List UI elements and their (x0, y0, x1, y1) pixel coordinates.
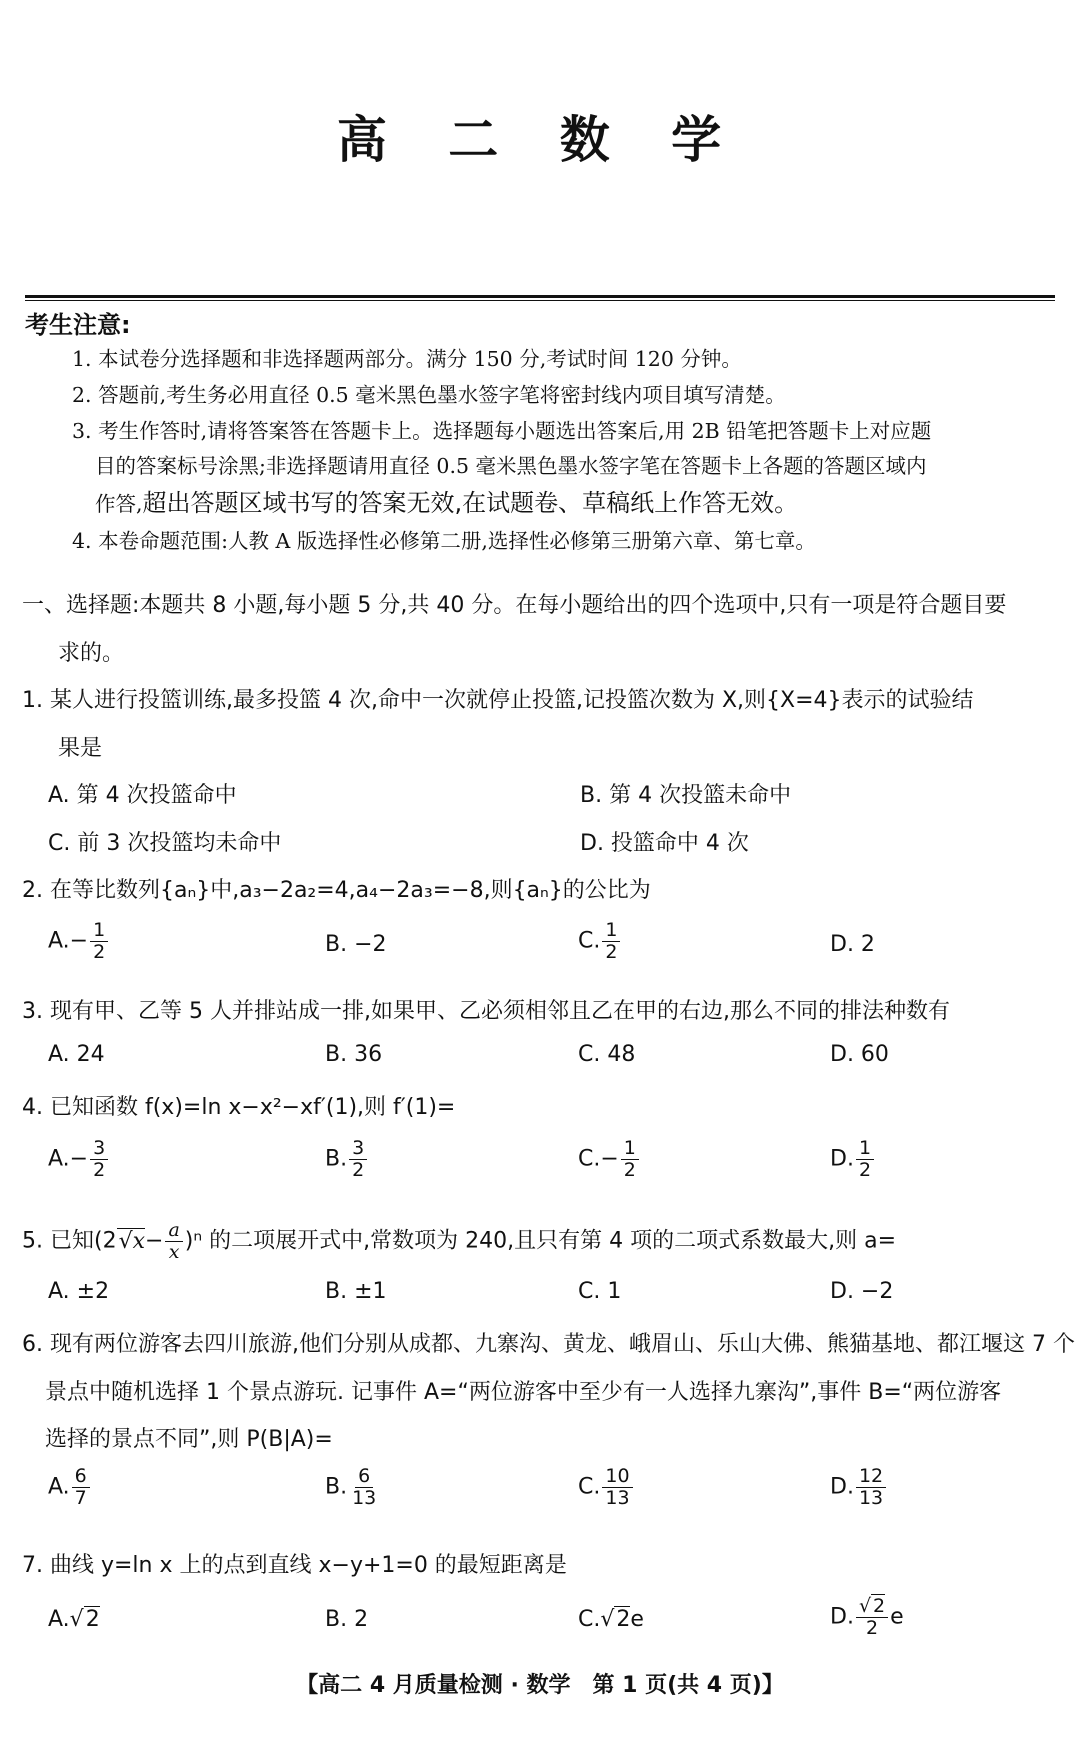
question-2: 2. 在等比数列{aₙ}中,a₃−2a₂=4,a₄−2a₃=−8,则{aₙ}的公比为 (22, 878, 651, 903)
q4-b-fraction (349, 1138, 367, 1181)
q2-a-den: 2 (93, 941, 106, 963)
q7-a-label: A. (48, 1607, 70, 1632)
q5-option-d: D. −2 (830, 1279, 894, 1304)
q7-c-e: e (630, 1607, 644, 1632)
q6-b-label: B. (325, 1474, 348, 1500)
q5-post: 的二项展开式中,常数项为 240,且只有第 4 项的二项式系数最大,则 a= (202, 1228, 897, 1254)
question-6-cont: 景点中随机选择 1 个景点游玩. 记事件 A=“两位游客中至少有一人选择九寨沟”,事件 B=“两位游客 (45, 1380, 1002, 1405)
question-5 (22, 1220, 896, 1263)
question-4: 4. 已知函数 f(x)=ln x−x²−xf′(1),则 f′(1)= (22, 1095, 456, 1120)
q4-c-sign: − (600, 1146, 619, 1172)
question-3: 3. 现有甲、乙等 5 人并排站成一排,如果甲、乙必须相邻且乙在甲的右边,那么不同的排法种数有 (22, 999, 950, 1024)
q6-d-label: D. (830, 1474, 854, 1500)
q7-c-sqrt: 2 (616, 1607, 631, 1632)
q7-d-num-sqrt: 2 (873, 1595, 886, 1617)
q4-d-den: 2 (858, 1159, 872, 1181)
q2-a-label: A. (48, 928, 70, 954)
q7-c-label: C. (578, 1607, 601, 1632)
q4-c-den: 2 (623, 1159, 636, 1181)
q2-c-den: 2 (605, 941, 618, 963)
q3-option-a: A. 24 (48, 1042, 105, 1067)
q4-b-den: 2 (352, 1159, 365, 1181)
q2-option-c (578, 920, 622, 963)
question-1: 1. 某人进行投篮训练,最多投篮 4 次,命中一次就停止投篮,记投篮次数为 X,则{X=4}表示的试验结 (22, 688, 974, 713)
notice-item-4: 4. 本卷命题范围:人教 A 版选择性必修第二册,选择性必修第三册第六章、第七章。 (72, 529, 816, 553)
q5-sqrt-arg: x (132, 1228, 146, 1254)
q2-option-d: D. 2 (830, 932, 875, 957)
question-1-cont: 果是 (58, 736, 103, 761)
q4-a-den: 2 (93, 1159, 106, 1181)
q6-b-den: 13 (352, 1487, 377, 1509)
q4-a-num: 3 (90, 1138, 108, 1160)
q4-a-fraction (90, 1138, 108, 1181)
q1-option-b: B. 第 4 次投篮未命中 (580, 783, 792, 808)
q7-option-d (830, 1596, 904, 1639)
section-heading-cont: 求的。 (58, 641, 125, 666)
q5-frac-num: a (165, 1220, 182, 1242)
q5-option-b: B. ±1 (325, 1279, 387, 1304)
q1-option-d: D. 投篮命中 4 次 (580, 831, 749, 856)
q6-option-b (325, 1466, 381, 1509)
q7-d-e: e (890, 1604, 904, 1630)
q5-minus: − (145, 1228, 164, 1254)
q7-d-den: 2 (865, 1617, 879, 1639)
q6-option-a (48, 1466, 92, 1509)
notice-item-1: 1. 本试卷分选择题和非选择题两部分。满分 150 分,考试时间 120 分钟。 (72, 347, 742, 371)
q5-sqrt: √x (118, 1228, 146, 1254)
section-heading: 一、选择题:本题共 8 小题,每小题 5 分,共 40 分。在每小题给出的四个选项中,只有一项是符合题目要 (22, 593, 1007, 618)
q7-d-fraction (856, 1596, 888, 1639)
q6-a-label: A. (48, 1474, 70, 1500)
q6-a-num: 6 (72, 1466, 90, 1488)
q7-option-c (578, 1607, 644, 1632)
header-rule-thin (25, 300, 1055, 301)
notice-item-3-end-a: 作答, (95, 492, 143, 516)
notice-item-3-end (95, 485, 798, 522)
q5-option-a: A. ±2 (48, 1279, 110, 1304)
page-title: 高 二 数 学 (336, 110, 744, 169)
q7-option-a (48, 1607, 100, 1632)
q2-option-b: B. −2 (325, 932, 387, 957)
q6-b-fraction (349, 1466, 379, 1509)
header-rule (25, 295, 1055, 298)
q7-a-sqrt: 2 (85, 1607, 100, 1632)
q6-d-den: 13 (858, 1487, 884, 1509)
q5-option-c: C. 1 (578, 1279, 622, 1304)
q4-option-c (578, 1138, 641, 1181)
q2-a-num: 1 (90, 920, 108, 942)
q4-option-a (48, 1138, 110, 1181)
q4-option-d (830, 1138, 876, 1181)
q6-b-num: 6 (355, 1466, 373, 1488)
q2-a-fraction (90, 920, 108, 963)
question-6: 6. 现有两位游客去四川旅游,他们分别从成都、九寨沟、黄龙、峨眉山、乐山大佛、熊猫基地、都江堰这 7 个 (22, 1332, 1075, 1357)
q4-c-fraction (621, 1138, 639, 1181)
q2-option-a (48, 920, 110, 963)
q3-option-c: C. 48 (578, 1042, 636, 1067)
q2-c-num: 1 (602, 920, 620, 942)
q5-fraction (165, 1220, 182, 1263)
q2-c-label: C. (578, 928, 601, 954)
q4-option-b (325, 1138, 369, 1181)
q4-c-num: 1 (621, 1138, 639, 1160)
q6-c-fraction (602, 1466, 632, 1509)
notice-heading: 考生注意: (25, 311, 131, 339)
question-7: 7. 曲线 y=ln x 上的点到直线 x−y+1=0 的最短距离是 (22, 1553, 567, 1578)
q4-a-label: A. (48, 1146, 70, 1172)
q4-d-fraction (856, 1138, 874, 1181)
q6-a-fraction (72, 1466, 90, 1509)
notice-item-3: 3. 考生作答时,请将答案答在答题卡上。选择题每小题选出答案后,用 2B 铅笔把答题卡上对应题 (72, 419, 932, 443)
q4-c-label: C. (578, 1146, 601, 1172)
q6-d-num: 12 (856, 1466, 886, 1488)
q3-option-b: B. 36 (325, 1042, 383, 1067)
q7-option-b: B. 2 (325, 1607, 369, 1632)
q4-d-label: D. (830, 1146, 854, 1172)
q4-a-sign: − (69, 1146, 89, 1172)
q4-b-num: 3 (349, 1138, 367, 1160)
q6-c-num: 10 (602, 1466, 632, 1488)
q6-d-fraction (856, 1466, 886, 1509)
question-6-end: 选择的景点不同”,则 P(B|A)= (45, 1427, 333, 1452)
q3-option-d: D. 60 (830, 1042, 889, 1067)
q4-d-num: 1 (856, 1138, 874, 1160)
q6-c-label: C. (578, 1474, 601, 1500)
q6-a-den: 7 (74, 1487, 87, 1509)
q2-c-fraction (602, 920, 620, 963)
q1-option-a: A. 第 4 次投篮命中 (48, 783, 237, 808)
q7-d-label: D. (830, 1604, 854, 1630)
q5-exp: )ⁿ (184, 1228, 203, 1254)
notice-item-2: 2. 答题前,考生务必用直径 0.5 毫米黑色墨水签字笔将密封线内项目填写清楚。 (72, 383, 786, 407)
q1-option-c: C. 前 3 次投篮均未命中 (48, 831, 282, 856)
notice-item-3-cont: 目的答案标号涂黑;非选择题请用直径 0.5 毫米黑色墨水签字笔在答题卡上各题的答题区域内 (95, 454, 927, 478)
q2-a-sign: − (69, 928, 89, 954)
q6-option-c (578, 1466, 635, 1509)
page-footer: 【高二 4 月质量检测 · 数学 第 1 页(共 4 页)】 (296, 1673, 784, 1698)
q7-d-num: √ 2 (856, 1596, 888, 1618)
q7-c-sqrt-sign: √ (600, 1607, 615, 1632)
q5-pre: 5. 已知(2 (22, 1228, 117, 1254)
notice-emphasis: 超出答题区域书写的答案无效,在试题卷、草稿纸上作答无效。 (142, 489, 799, 517)
q4-b-label: B. (325, 1146, 348, 1172)
q7-a-sqrt-sign: √ (69, 1607, 84, 1632)
q5-frac-den: x (168, 1241, 180, 1263)
q6-c-den: 13 (605, 1487, 630, 1509)
q6-option-d (830, 1466, 888, 1509)
